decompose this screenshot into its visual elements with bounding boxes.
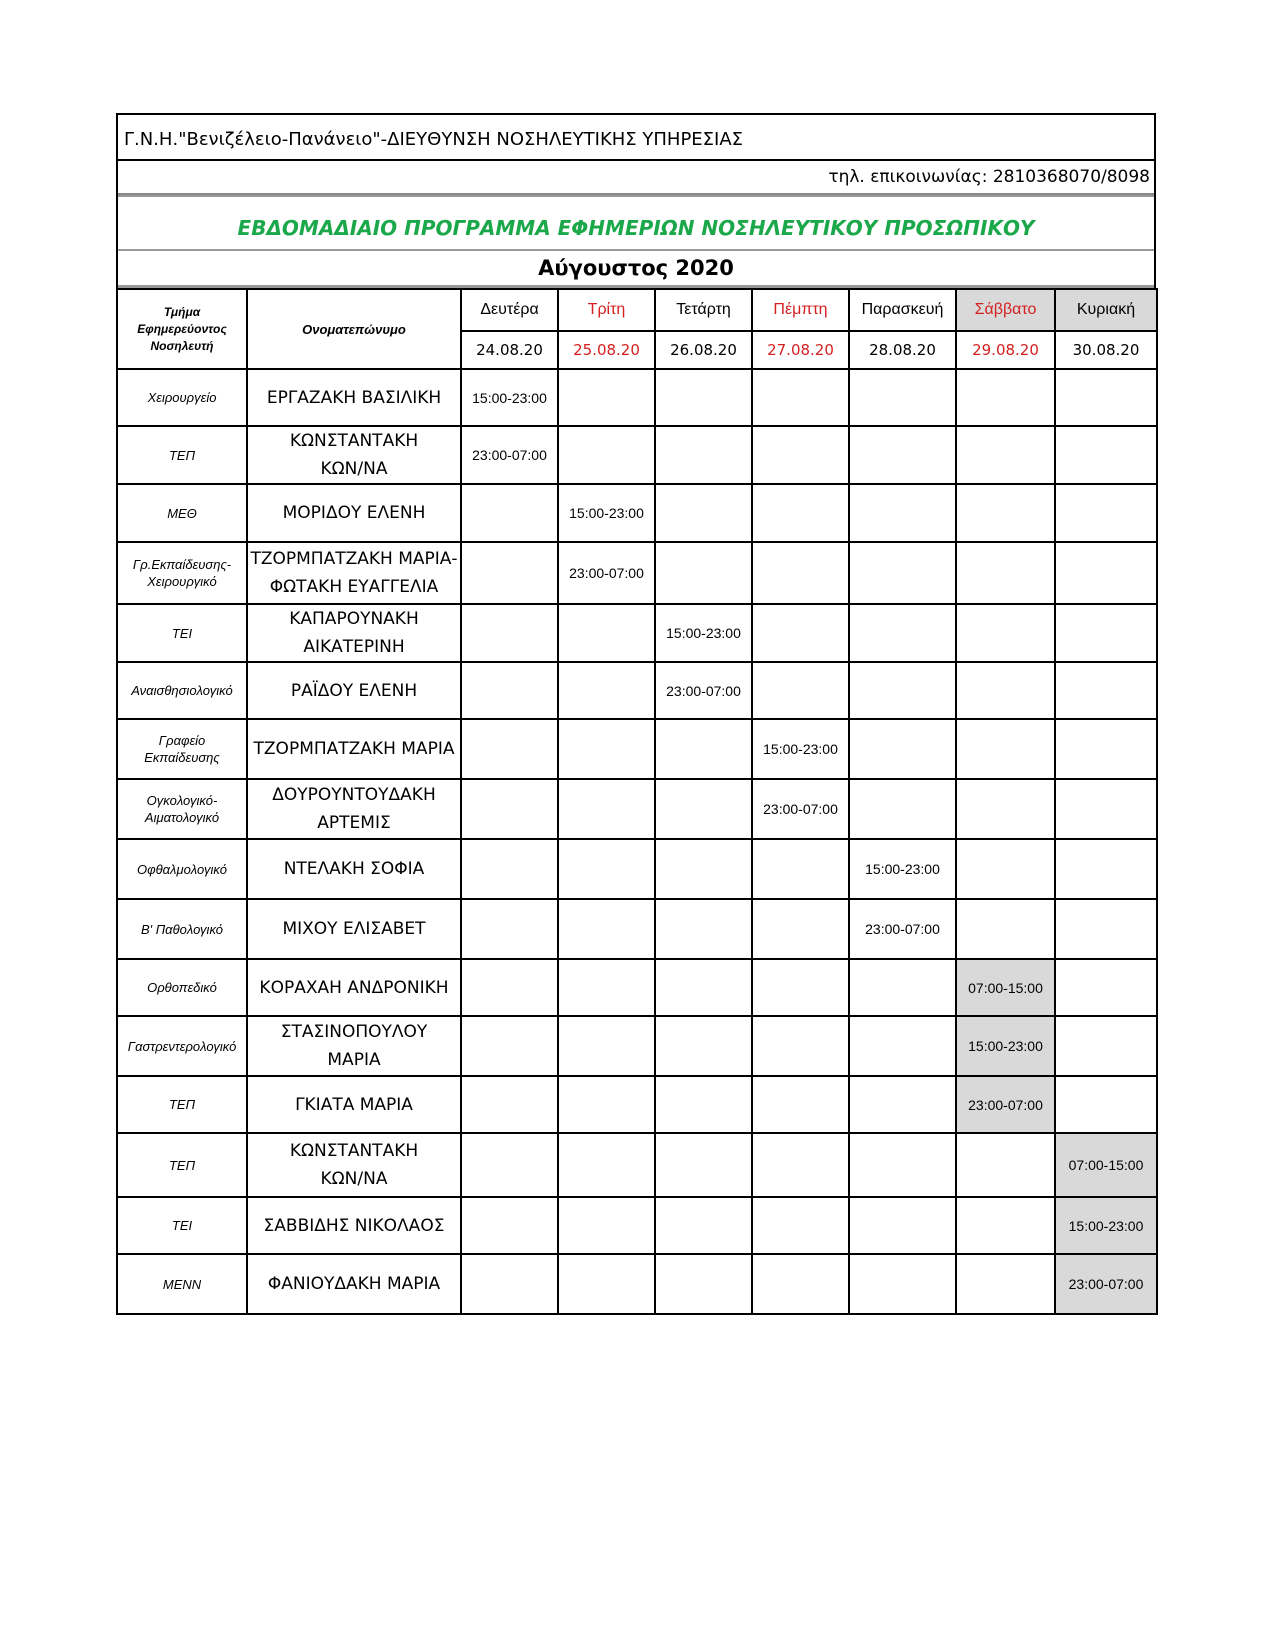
empty-cell	[956, 719, 1055, 779]
empty-cell	[558, 839, 655, 899]
shift-cell: 15:00-23:00	[752, 719, 849, 779]
empty-cell	[956, 1197, 1055, 1254]
name-line: ΚΩΝ/ΝΑ	[320, 459, 388, 479]
dept-cell	[117, 604, 247, 662]
empty-cell	[849, 1076, 956, 1133]
empty-cell	[461, 1254, 558, 1314]
empty-cell	[752, 369, 849, 426]
dept-cell	[117, 1254, 247, 1314]
shift-cell: 15:00-23:00	[461, 369, 558, 426]
empty-cell	[655, 1076, 752, 1133]
dept-line: Χειρουργείο	[147, 390, 217, 405]
empty-cell	[461, 662, 558, 719]
organization-title: Γ.Ν.Η."Βενιζέλειο-Πανάνειο"-ΔΙΕΥΘΥΝΣΗ ΝΟΣΗΛΕΥΤΙΚΗΣ ΥΠΗΡΕΣΙΑΣ	[118, 115, 1154, 161]
name-line: ΤΖΟΡΜΠΑΤΖΑΚΗ ΜΑΡΙΑ-	[250, 549, 458, 569]
empty-cell	[849, 484, 956, 542]
empty-cell	[461, 1076, 558, 1133]
name-line: ΝΤΕΛΑΚΗ ΣΟΦΙΑ	[283, 859, 425, 879]
empty-cell	[956, 1254, 1055, 1314]
name-line: ΔΟΥΡΟΥΝΤΟΥΔΑΚΗ	[272, 785, 436, 805]
day-name-wed: Τετάρτη	[655, 289, 752, 331]
empty-cell	[752, 899, 849, 959]
empty-cell	[1055, 426, 1157, 484]
name-line: ΚΩΝΣΤΑΝΤΑΚΗ	[289, 431, 419, 451]
empty-cell	[655, 426, 752, 484]
empty-cell	[461, 1016, 558, 1076]
dept-line: Β' Παθολογικό	[140, 921, 224, 937]
empty-cell	[956, 662, 1055, 719]
dept-cell	[117, 1016, 247, 1076]
name-cell	[247, 899, 461, 959]
empty-cell	[558, 959, 655, 1016]
shift-cell: 23:00-07:00	[849, 899, 956, 959]
dept-line: ΤΕΙ	[171, 625, 193, 641]
empty-cell	[655, 959, 752, 1016]
dept-line: Αιματολογικό	[144, 810, 220, 825]
date-mon: 24.08.20	[461, 331, 558, 369]
empty-cell	[849, 779, 956, 839]
empty-cell	[1055, 839, 1157, 899]
empty-cell	[849, 369, 956, 426]
empty-cell	[558, 369, 655, 426]
empty-cell	[1055, 779, 1157, 839]
dept-cell	[117, 542, 247, 604]
empty-cell	[1055, 484, 1157, 542]
name-cell	[247, 1016, 461, 1076]
dept-line: Εκπαίδευσης	[144, 750, 220, 765]
name-line: ΓΚΙΑΤΑ ΜΑΡΙΑ	[295, 1094, 413, 1115]
name-line: ΕΡΓΑΖΑΚΗ ΒΑΣΙΛΙΚΗ	[266, 387, 442, 408]
name-cell	[247, 484, 461, 542]
dept-cell	[117, 899, 247, 959]
day-name-mon: Δευτέρα	[461, 289, 558, 331]
table-row	[117, 369, 1157, 426]
empty-cell	[752, 1133, 849, 1197]
empty-cell	[1055, 1076, 1157, 1133]
empty-cell	[849, 542, 956, 604]
empty-cell	[752, 839, 849, 899]
shift-cell: 23:00-07:00	[1055, 1254, 1157, 1314]
name-line: ΦΩΤΑΚΗ ΕΥΑΓΓΕΛΙΑ	[269, 577, 439, 597]
dept-line: ΤΕΠ	[168, 1097, 196, 1112]
name-cell	[247, 1133, 461, 1197]
shift-cell: 23:00-07:00	[558, 542, 655, 604]
name-line: ΣΤΑΣΙΝΟΠΟΥΛΟΥ	[280, 1022, 428, 1042]
name-cell	[247, 1254, 461, 1314]
empty-cell	[655, 1016, 752, 1076]
dept-cell	[117, 662, 247, 719]
empty-cell	[956, 839, 1055, 899]
dept-cell	[117, 839, 247, 899]
shift-cell: 23:00-07:00	[956, 1076, 1055, 1133]
empty-cell	[558, 662, 655, 719]
date-fri: 28.08.20	[849, 331, 956, 369]
name-cell	[247, 542, 461, 604]
name-cell	[247, 779, 461, 839]
empty-cell	[1055, 604, 1157, 662]
empty-cell	[558, 1197, 655, 1254]
empty-cell	[655, 899, 752, 959]
name-cell	[247, 426, 461, 484]
empty-cell	[461, 604, 558, 662]
empty-cell	[558, 1254, 655, 1314]
dept-header-line: Εφημερεύοντος	[137, 321, 227, 336]
dept-line: ΜΕΘ	[167, 505, 197, 521]
empty-cell	[1055, 662, 1157, 719]
shift-cell: 07:00-15:00	[1055, 1133, 1157, 1197]
empty-cell	[849, 1016, 956, 1076]
empty-cell	[956, 779, 1055, 839]
empty-cell	[558, 1076, 655, 1133]
empty-cell	[558, 899, 655, 959]
empty-cell	[1055, 899, 1157, 959]
table-row	[117, 426, 1157, 484]
day-name-sun: Κυριακή	[1055, 289, 1157, 331]
name-column-header: Ονοματεπώνυμο	[247, 289, 461, 369]
empty-cell	[655, 839, 752, 899]
empty-cell	[849, 662, 956, 719]
shift-cell: 23:00-07:00	[655, 662, 752, 719]
empty-cell	[1055, 369, 1157, 426]
shift-cell: 15:00-23:00	[655, 604, 752, 662]
dept-header-line: Τμήμα	[163, 304, 201, 319]
dept-header-line: Νοσηλευτή	[150, 338, 214, 353]
name-cell	[247, 1197, 461, 1254]
day-name-fri: Παρασκευή	[849, 289, 956, 331]
name-cell	[247, 839, 461, 899]
shift-cell: 23:00-07:00	[461, 426, 558, 484]
table-row	[117, 604, 1157, 662]
date-sun: 30.08.20	[1055, 331, 1157, 369]
empty-cell	[461, 542, 558, 604]
dept-cell	[117, 369, 247, 426]
name-line: ΑΙΚΑΤΕΡΙΝΗ	[303, 637, 405, 657]
name-cell	[247, 1076, 461, 1133]
table-row	[117, 1254, 1157, 1314]
empty-cell	[752, 662, 849, 719]
empty-cell	[956, 542, 1055, 604]
empty-cell	[461, 959, 558, 1016]
empty-cell	[655, 1254, 752, 1314]
empty-cell	[461, 899, 558, 959]
empty-cell	[461, 719, 558, 779]
name-line: ΚΩΝ/ΝΑ	[320, 1169, 388, 1189]
empty-cell	[752, 959, 849, 1016]
table-row	[117, 1133, 1157, 1197]
name-line: ΑΡΤΕΜΙΣ	[317, 813, 391, 833]
empty-cell	[849, 1197, 956, 1254]
dept-cell	[117, 1076, 247, 1133]
name-line: ΤΖΟΡΜΠΑΤΖΑΚΗ ΜΑΡΙΑ	[253, 739, 455, 759]
date-wed: 26.08.20	[655, 331, 752, 369]
shift-cell: 15:00-23:00	[1055, 1197, 1157, 1254]
table-row	[117, 839, 1157, 899]
empty-cell	[558, 719, 655, 779]
shift-cell: 07:00-15:00	[956, 959, 1055, 1016]
empty-cell	[461, 1133, 558, 1197]
schedule-table	[116, 288, 1158, 1315]
schedule-sheet	[116, 113, 1156, 1315]
empty-cell	[849, 1133, 956, 1197]
dept-cell	[117, 484, 247, 542]
empty-cell	[655, 369, 752, 426]
empty-cell	[752, 1076, 849, 1133]
dept-cell	[117, 1197, 247, 1254]
dept-cell	[117, 1133, 247, 1197]
empty-cell	[956, 604, 1055, 662]
dept-line: Χειρουργικό	[147, 574, 217, 589]
table-row	[117, 959, 1157, 1016]
name-line: ΜΙΧΟΥ ΕΛΙΣΑΒΕΤ	[282, 919, 426, 939]
empty-cell	[655, 1133, 752, 1197]
schedule-month: Αύγουστος 2020	[118, 251, 1154, 288]
dept-line: Οφθαλμολογικό	[137, 861, 227, 877]
empty-cell	[461, 839, 558, 899]
table-row	[117, 484, 1157, 542]
empty-cell	[752, 542, 849, 604]
table-row	[117, 899, 1157, 959]
empty-cell	[849, 426, 956, 484]
empty-cell	[461, 1197, 558, 1254]
empty-cell	[956, 369, 1055, 426]
empty-cell	[849, 959, 956, 1016]
empty-cell	[752, 1197, 849, 1254]
empty-cell	[1055, 542, 1157, 604]
empty-cell	[1055, 719, 1157, 779]
name-line: ΦΑΝΙΟΥΔΑΚΗ ΜΑΡΙΑ	[267, 1274, 441, 1294]
empty-cell	[461, 484, 558, 542]
day-name-thu: Πέμπτη	[752, 289, 849, 331]
dept-line: ΤΕΠ	[168, 1157, 196, 1173]
shift-cell: 15:00-23:00	[558, 484, 655, 542]
contact-phone: τηλ. επικοινωνίας: 2810368070/8098	[118, 161, 1154, 195]
dept-line: Γαστρεντερολογικό	[127, 1038, 237, 1054]
dept-line: Γρ.Εκπαίδευσης-	[132, 557, 232, 572]
empty-cell	[655, 779, 752, 839]
dept-cell	[117, 779, 247, 839]
name-line: ΚΟΡΑΧΑΗ ΑΝΔΡΟΝΙΚΗ	[259, 977, 449, 998]
header-block	[116, 113, 1156, 288]
empty-cell	[558, 1016, 655, 1076]
empty-cell	[461, 779, 558, 839]
day-header-row	[117, 289, 1157, 331]
empty-cell	[655, 719, 752, 779]
empty-cell	[956, 426, 1055, 484]
dept-column-header	[117, 289, 247, 369]
empty-cell	[655, 484, 752, 542]
table-row	[117, 719, 1157, 779]
name-line: ΜΟΡΙΔΟΥ ΕΛΕΝΗ	[282, 503, 426, 523]
name-line: ΡΑΪΔΟΥ ΕΛΕΝΗ	[290, 680, 418, 701]
dept-cell	[117, 426, 247, 484]
dept-cell	[117, 959, 247, 1016]
empty-cell	[1055, 959, 1157, 1016]
name-cell	[247, 719, 461, 779]
dept-cell	[117, 719, 247, 779]
name-cell	[247, 369, 461, 426]
schedule-title: ΕΒΔΟΜΑΔΙΑΙΟ ΠΡΟΓΡΑΜΜΑ ΕΦΗΜΕΡΙΩΝ ΝΟΣΗΛΕΥΤΙΚΟΥ ΠΡΟΣΩΠΙΚΟΥ	[118, 195, 1154, 251]
date-thu: 27.08.20	[752, 331, 849, 369]
dept-line: Ορθοπεδικό	[147, 980, 217, 995]
empty-cell	[655, 1197, 752, 1254]
empty-cell	[752, 426, 849, 484]
empty-cell	[752, 1254, 849, 1314]
table-row	[117, 1197, 1157, 1254]
dept-line: Αναισθησιολογικό	[131, 683, 233, 698]
table-row	[117, 662, 1157, 719]
dept-line: ΤΕΙ	[171, 1218, 193, 1233]
name-cell	[247, 604, 461, 662]
empty-cell	[752, 1016, 849, 1076]
table-row	[117, 779, 1157, 839]
day-name-tue: Τρίτη	[558, 289, 655, 331]
name-cell	[247, 959, 461, 1016]
name-line: ΚΑΠΑΡΟΥΝΑΚΗ	[289, 609, 419, 629]
empty-cell	[1055, 1016, 1157, 1076]
name-line: ΚΩΝΣΤΑΝΤΑΚΗ	[289, 1141, 419, 1161]
dept-line: Ογκολογικό-	[146, 793, 218, 808]
shift-cell: 15:00-23:00	[956, 1016, 1055, 1076]
dept-line: ΤΕΠ	[168, 447, 196, 463]
dept-line: Γραφείο	[158, 733, 206, 748]
schedule-body	[117, 369, 1157, 1314]
date-sat: 29.08.20	[956, 331, 1055, 369]
empty-cell	[956, 1133, 1055, 1197]
empty-cell	[849, 719, 956, 779]
empty-cell	[558, 426, 655, 484]
name-line: ΣΑΒΒΙΔΗΣ ΝΙΚΟΛΑΟΣ	[263, 1215, 445, 1236]
empty-cell	[849, 604, 956, 662]
empty-cell	[558, 779, 655, 839]
dept-line: ΜΕΝΝ	[162, 1276, 202, 1292]
date-tue: 25.08.20	[558, 331, 655, 369]
name-line: ΜΑΡΙΑ	[327, 1050, 381, 1070]
empty-cell	[956, 899, 1055, 959]
empty-cell	[752, 604, 849, 662]
table-row	[117, 1076, 1157, 1133]
empty-cell	[956, 484, 1055, 542]
empty-cell	[558, 604, 655, 662]
day-name-sat: Σάββατο	[956, 289, 1055, 331]
table-row	[117, 542, 1157, 604]
name-cell	[247, 662, 461, 719]
shift-cell: 15:00-23:00	[849, 839, 956, 899]
empty-cell	[558, 1133, 655, 1197]
empty-cell	[752, 484, 849, 542]
shift-cell: 23:00-07:00	[752, 779, 849, 839]
empty-cell	[655, 542, 752, 604]
empty-cell	[849, 1254, 956, 1314]
table-row	[117, 1016, 1157, 1076]
